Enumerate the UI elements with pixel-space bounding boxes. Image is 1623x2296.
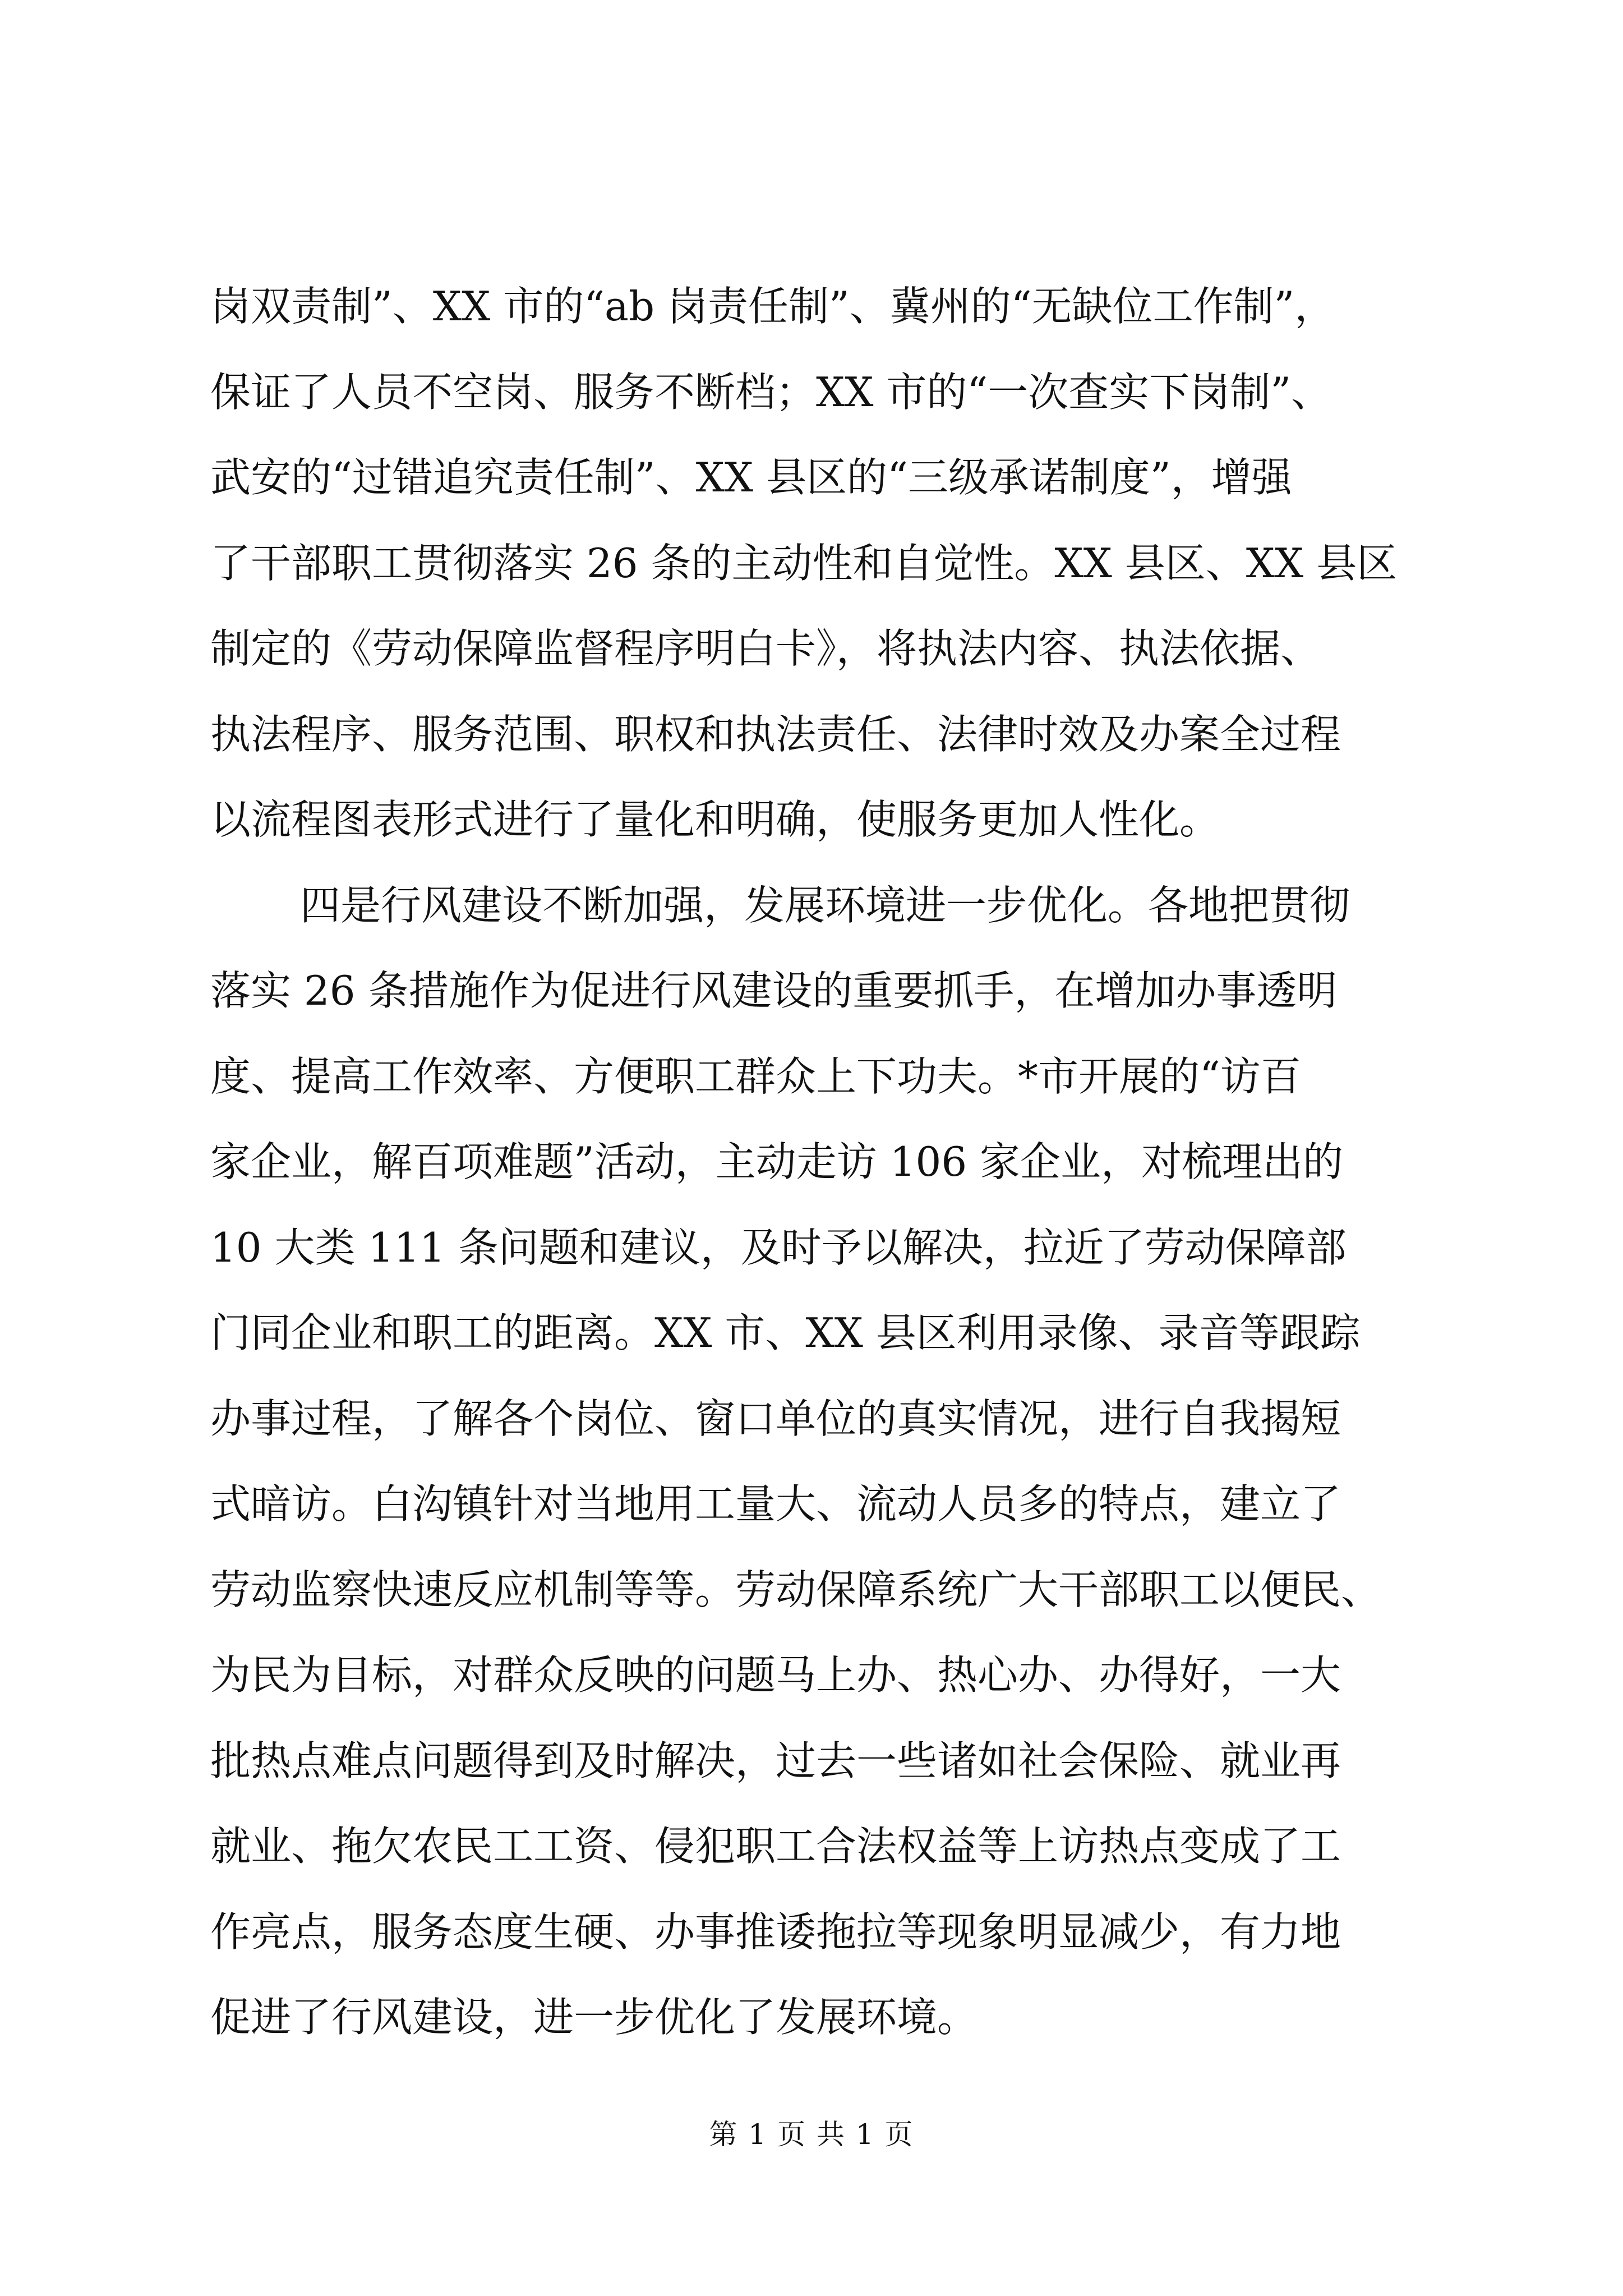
paragraph-start-line: 四是行风建设不断加强，发展环境进一步优化。各地把贯彻: [300, 881, 1350, 929]
text-line: 保证了人员不空岗、服务不断档；XX 市的“一次查实下岗制”、: [210, 368, 1332, 416]
text-line: 作亮点，服务态度生硬、办事推诿拖拉等现象明显减少，有力地: [210, 1908, 1341, 1955]
text-line: 批热点难点问题得到及时解决，过去一些诸如社会保险、就业再: [210, 1737, 1341, 1784]
text-line: 了干部职工贯彻落实 26 条的主动性和自觉性。XX 县区、XX 县区: [210, 539, 1398, 587]
document-body: [210, 264, 1422, 2060]
text-line: 促进了行风建设，进一步优化了发展环境。: [210, 1994, 978, 2041]
text-line: 执法程序、服务范围、职权和执法责任、法律时效及办案全过程: [210, 710, 1341, 758]
text-line: 10 大类 111 条问题和建议，及时予以解决，拉近了劳动保障部: [210, 1223, 1347, 1271]
text-line: 就业、拖欠农民工工资、侵犯职工合法权益等上访热点变成了工: [210, 1823, 1341, 1870]
text-line: 办事过程，了解各个岗位、窗口单位的真实情况，进行自我揭短: [210, 1395, 1341, 1442]
text-line: 门同企业和职工的距离。XX 市、XX 县区利用录像、录音等跟踪: [210, 1309, 1361, 1356]
text-line: 制定的《劳动保障监督程序明白卡》，将执法内容、执法依据、: [210, 625, 1321, 672]
page-footer: 第 1 页 共 1 页: [709, 2118, 914, 2151]
text-line: 岗双责制”、XX 市的“ab 岗责任制”、冀州的“无缺位工作制”，: [210, 283, 1335, 330]
text-line: 落实 26 条措施作为促进行风建设的重要抓手，在增加办事透明: [210, 967, 1338, 1014]
text-line: 为民为目标，对群众反映的问题马上办、热心办、办得好，一大: [210, 1651, 1341, 1699]
text-line: 家企业，解百项难题”活动，主动走访 106 家企业，对梳理出的: [210, 1138, 1344, 1185]
text-line: 式暗访。白沟镇针对当地用工量大、流动人员多的特点，建立了: [210, 1480, 1341, 1527]
text-line: 武安的“过错追究责任制”、XX 县区的“三级承诺制度”，增强: [210, 454, 1292, 501]
text-line: 度、提高工作效率、方便职工群众上下功夫。*市开展的“访百: [210, 1052, 1301, 1100]
text-line: 以流程图表形式进行了量化和明确，使服务更加人性化。: [210, 796, 1220, 843]
text-line: 劳动监察快速反应机制等等。劳动保障系统广大干部职工以便民、: [210, 1566, 1382, 1613]
